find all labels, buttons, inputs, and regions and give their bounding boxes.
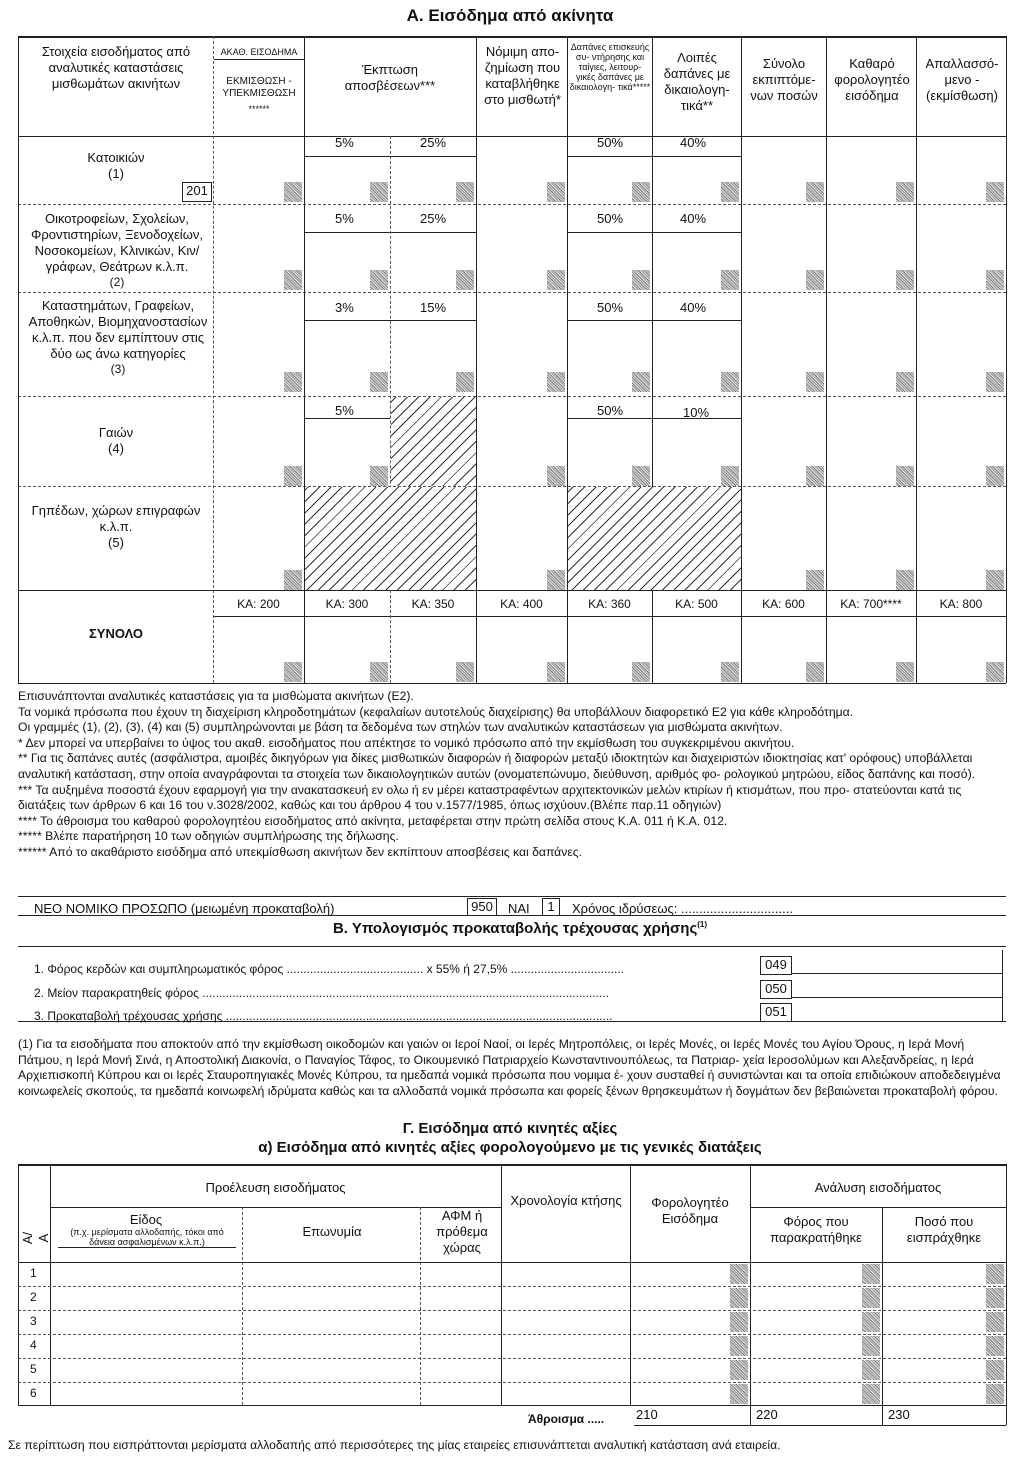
shaded-box (806, 466, 824, 486)
section-c-subtitle: α) Εισόδημα από κινητές αξίες φορολογούμενο με τις γενικές διατάξεις (258, 1139, 762, 1156)
header-total-deductions: Σύνολο εκπιπτόμε- νων ποσών (750, 56, 818, 103)
shaded-box (896, 270, 914, 290)
section-b-title: Β. Υπολογισμός προκαταβολής τρέχουσας χρήσης$^{(1)}$ (332, 920, 708, 937)
c-row-number: 5 (30, 1362, 37, 1376)
col-border (476, 36, 477, 683)
shaded-box (547, 570, 565, 590)
shaded-box (284, 570, 302, 590)
total-label: ΣΥΝΟΛΟ (88, 626, 144, 641)
header-lease: ΕΚΜΙΣΘΩΣΗ - ΥΠΕΚΜΙΣΘΩΣΗ (222, 76, 296, 99)
section-c-title: Γ. Εισόδημα από κινητές αξίες (402, 1120, 618, 1137)
shaded-box (547, 270, 565, 290)
header-bottom-border (18, 136, 1006, 137)
shaded-box (896, 372, 914, 392)
header-other-expenses: Λοιπές δαπάνες με δικαιολογη- τικά** (663, 50, 731, 113)
c-col (420, 1207, 421, 1405)
shaded-box (862, 1336, 880, 1356)
shaded-box (986, 466, 1004, 486)
pct-label: 25% (420, 211, 447, 226)
pct-rule (567, 156, 741, 157)
pct-rule (567, 232, 741, 233)
code-051: 051 (760, 1003, 792, 1022)
pct-rule (304, 320, 476, 321)
header-company-name: Επωνυμία (302, 1224, 362, 1239)
section-b-top-rule (18, 946, 1006, 947)
col-border (741, 36, 742, 683)
shaded-box (632, 466, 650, 486)
total-code: ΚΑ: 400 (500, 597, 543, 611)
total-code: ΚΑ: 700**** (840, 597, 902, 611)
input-rule (792, 973, 1002, 974)
c-col (501, 1164, 502, 1405)
shaded-box (986, 182, 1004, 202)
header-lease-stars: ****** (248, 104, 270, 114)
shaded-box (284, 372, 302, 392)
shaded-box (547, 372, 565, 392)
shaded-box (721, 662, 739, 682)
c-col (1006, 1164, 1007, 1405)
sum-code-220: 220 (756, 1407, 778, 1422)
total-code: ΚΑ: 500 (675, 597, 718, 611)
yes-checkbox[interactable]: 1 (542, 898, 560, 916)
c-table-top (18, 1164, 1006, 1166)
pct-label: 40% (680, 135, 707, 150)
col-border (826, 36, 827, 683)
sum-code-210: 210 (636, 1407, 658, 1422)
row-label-land: Γαιών (4) (98, 425, 134, 456)
shaded-box (730, 1384, 748, 1404)
c-col (882, 1207, 883, 1405)
code-049: 049 (760, 956, 792, 975)
shaded-box (862, 1360, 880, 1380)
pct-label: 10% (683, 405, 710, 420)
total-row-top (18, 590, 1006, 591)
shaded-box (547, 182, 565, 202)
total-code: ΚΑ: 600 (762, 597, 805, 611)
pct-label: 50% (597, 135, 624, 150)
shaded-box (370, 270, 388, 290)
total-code: ΚΑ: 200 (237, 597, 280, 611)
row-divider (18, 292, 1006, 293)
table-bottom-border (18, 683, 1006, 684)
pct-label: 3% (335, 300, 354, 315)
pct-label: 40% (680, 300, 707, 315)
pct-label: 50% (597, 403, 624, 418)
total-code: ΚΑ: 350 (411, 597, 455, 611)
header-compensation: Νόμιμη απο- ζημίωση που καταβλήθηκε στο μισθωτή* (484, 44, 561, 107)
c-col (50, 1164, 51, 1405)
shaded-box (284, 270, 302, 290)
total-code: ΚΑ: 360 (588, 597, 631, 611)
shaded-box (806, 372, 824, 392)
shaded-box (986, 270, 1004, 290)
shaded-box (547, 662, 565, 682)
col-border (916, 36, 917, 683)
entity-top-rule (18, 896, 1006, 897)
section-a-title: Α. Εισόδημα από ακίνητα (406, 6, 614, 25)
hatched-cell (391, 397, 476, 486)
section-c-note: Σε περίπτωση που εισπράττονται μερίσματα αλλοδαπής από περισσότερες της μίας εταιρείες επισυνάπτεται αναλυτική κατάσταση ανά εταιρεία. (8, 1438, 781, 1452)
c-row-number: 4 (30, 1338, 37, 1352)
shaded-box (806, 270, 824, 290)
shaded-box (632, 662, 650, 682)
shaded-box (986, 1264, 1004, 1284)
shaded-box (632, 182, 650, 202)
shaded-box (456, 662, 474, 682)
sum-col (750, 1405, 751, 1425)
c-row-divider (18, 1334, 1006, 1335)
new-entity-label: ΝΕΟ ΝΟΜΙΚΟ ΠΡΟΣΩΠΟ (μειωμένη προκαταβολή) (34, 901, 335, 916)
shaded-box (456, 182, 474, 202)
pct-rule (304, 418, 390, 419)
shaded-box (986, 1288, 1004, 1308)
row-divider (18, 204, 1006, 205)
shaded-box (370, 372, 388, 392)
row-label-plots: Γηπέδων, χώρων επιγραφών κ.λ.π. (5) (31, 503, 201, 550)
shaded-box (284, 182, 302, 202)
pct-label: 25% (420, 135, 447, 150)
row-label-institutions: Οικοτροφείων, Σχολείων, Φροντιστηρίων, Ξενοδοχείων, Νοσοκομείων, Κλινικών, Κιν/γράφων, Θεάτρων κ.λ.π. (2) (31, 211, 203, 289)
sum-col (882, 1405, 883, 1425)
shaded-box (730, 1336, 748, 1356)
code-950: 950 (467, 898, 497, 916)
shaded-box (456, 270, 474, 290)
shaded-box (721, 466, 739, 486)
header-amount-received: Ποσό που εισπράχθηκε (906, 1214, 982, 1245)
header-income-analysis: Ανάλυση εισοδήματος (814, 1180, 942, 1195)
header-exempt: Απαλλασσό- μενο - (εκμίσθωση) (925, 56, 999, 103)
shaded-box (456, 372, 474, 392)
shaded-box (896, 570, 914, 590)
pct-label: 50% (597, 300, 624, 315)
header-taxable-income: Φορολογητέο Εισόδημα (651, 1195, 729, 1226)
col-border (213, 36, 214, 683)
shaded-box (730, 1360, 748, 1380)
row-divider (18, 486, 1006, 487)
shaded-box (730, 1264, 748, 1284)
shaded-box (730, 1288, 748, 1308)
total-code: ΚΑ: 800 (939, 597, 983, 611)
c-row-divider (18, 1310, 1006, 1311)
input-border (1002, 950, 1003, 1021)
row-divider (18, 396, 1006, 397)
shaded-box (632, 270, 650, 290)
header-depreciation: Έκπτωση αποσβέσεων*** (344, 62, 436, 93)
c-row-number: 1 (30, 1266, 37, 1280)
header-kind-sub: (π.χ. μερίσματα αλλοδαπής, τόκοι από δάνεια ασφαλισμένων κ.λ.π.) (58, 1227, 236, 1248)
shaded-box (806, 662, 824, 682)
shaded-box (284, 662, 302, 682)
c-col (750, 1164, 751, 1405)
header-gross-income: ΑΚΑΘ. ΕΙΣΟΔΗΜΑ (214, 47, 304, 60)
code-201: 201 (182, 182, 212, 202)
shaded-box (986, 1336, 1004, 1356)
shaded-box (896, 662, 914, 682)
pct-label: 5% (335, 403, 354, 418)
shaded-box (986, 1360, 1004, 1380)
shaded-box (547, 466, 565, 486)
founded-field[interactable]: Χρόνος ιδρύσεως: ............................... (572, 901, 793, 916)
line-profit-tax: 1. Φόρος κερδών και συμπληρωματικός φόρος ......................................... x 55% ή 27,5% .................................. (34, 962, 624, 976)
c-header-bottom (18, 1262, 1006, 1263)
header-afm: ΑΦΜ ή πρόθεμα χώρας (436, 1208, 488, 1255)
header-tax-withheld: Φόρος που παρακρατήθηκε (770, 1214, 862, 1245)
pct-label: 15% (420, 300, 447, 315)
c-row-divider (18, 1382, 1006, 1383)
c-col (630, 1164, 631, 1405)
shaded-box (862, 1264, 880, 1284)
c-table-bottom (18, 1405, 1006, 1406)
shaded-box (370, 466, 388, 486)
c-row-number: 3 (30, 1314, 37, 1328)
shaded-box (370, 182, 388, 202)
pct-label: 40% (680, 211, 707, 226)
col-border (18, 36, 19, 683)
pct-rule (567, 320, 741, 321)
shaded-box (986, 662, 1004, 682)
col-border (1006, 36, 1007, 683)
shaded-box (632, 372, 650, 392)
pct-rule (304, 156, 476, 157)
shaded-box (986, 1384, 1004, 1404)
c-row-divider (18, 1286, 1006, 1287)
line-withheld-tax: 2. Μείον παρακρατηθείς φόρος .......................................................................................................................... (34, 986, 609, 1000)
row-label-residences: Κατοικιών (1) (87, 150, 145, 181)
shaded-box (284, 466, 302, 486)
c-col (242, 1207, 243, 1405)
shaded-box (806, 182, 824, 202)
header-repair-expenses: Δαπάνες επισκευής συ- ντήρησης και ταίγιες, λειτουρ- γικές δαπάνες με δικαιολογη- τικά***** (569, 42, 651, 92)
shaded-box (862, 1384, 880, 1404)
shaded-box (986, 1312, 1004, 1332)
section-b-footnote: (1) Για τα εισοδήματα που αποκτούν από την εκμίσθωση οικοδομών και γαιών οι Ιεροί Ναοί, οι Ιερές Μητροπόλεις, οι Ιερές Μονές, οι Ιερές Μονές του Αγίου Όρους, η Ιερά Μονή Πάτμου, η Ιερά Μονή Σινά, η Αποστολική Διακονία, ο Παναγίος Τάφος, το Οικουμενικό Πατριαρχείο Κωνσταντινουπόλεως, τα Πατριαρ- χεία Ιεροσολύμων και Αλεξανδρείας, η Ιερά Αρχιεπισκοπή Κύπρου και οι Ιερές Σταυροπηγιακές Μονές Κύπρου, τα ημεδαπά νομικά πρόσωπα που νομιμα έ- χουν συσταθεί ή συνιστώνται και τα οποία επιδιώκουν αποδεδειγμένα κοινωφελείς σκοπούς, τα ημεδαπά κοινωφελή ιδρύματα καθώς και τα αλλοδαπά νομικά πρόσωπα και φορείς ξένων θρησκευμάτων ή δογμάτων δεν βεβαιώνεται προκαταβολή φόρου. (18, 1037, 1001, 1098)
c-row-divider (18, 1358, 1006, 1359)
c-row-number: 2 (30, 1290, 37, 1304)
code-050: 050 (760, 980, 792, 999)
header-income-source: Στοιχεία εισοδήματος από αναλυτικές καταστάσεις μισθωμάτων ακινήτων (41, 44, 191, 91)
sum-label: Άθροισμα ..... (528, 1412, 605, 1426)
input-rule (792, 997, 1002, 998)
shaded-box (896, 466, 914, 486)
shaded-box (986, 570, 1004, 590)
header-acquisition-date: Χρονολογία κτήσης (510, 1193, 622, 1208)
line-prepayment: 3. Προκαταβολή τρέχουσας χρήσης .................................................................................................................... (34, 1009, 613, 1023)
shaded-box (862, 1288, 880, 1308)
header-kind: Είδος (129, 1212, 163, 1227)
yes-label: ΝΑΙ (508, 901, 530, 916)
shaded-box (896, 182, 914, 202)
hatched-cell (305, 487, 476, 590)
row-label-shops: Καταστημάτων, Γραφείων, Αποθηκών, Βιομηχανοστασίων κ.λ.π. που δεν εμπίπτουν στις δύο ως άνω κατηγορίες (3) (28, 298, 208, 376)
total-codes-divider (213, 616, 1006, 617)
sum-rule (634, 1425, 1006, 1426)
shaded-box (721, 270, 739, 290)
shaded-box (721, 182, 739, 202)
pct-rule (567, 418, 741, 419)
pct-label: 50% (597, 211, 624, 226)
total-code: ΚΑ: 300 (325, 597, 369, 611)
shaded-box (370, 662, 388, 682)
pct-label: 5% (335, 211, 354, 226)
header-net-taxable: Καθαρό φορολογητέο εισόδημα (834, 56, 910, 103)
c-analysis-rule (750, 1207, 1006, 1208)
shaded-box (730, 1312, 748, 1332)
c-row-number: 6 (30, 1386, 37, 1400)
hatched-cell (568, 487, 741, 590)
shaded-box (806, 570, 824, 590)
sum-code-230: 230 (888, 1407, 910, 1422)
sum-col (1006, 1405, 1007, 1425)
shaded-box (721, 372, 739, 392)
table-top-border (18, 36, 1006, 38)
header-aa: Α/Α (20, 1231, 51, 1245)
pct-rule (304, 232, 476, 233)
shaded-box (986, 372, 1004, 392)
shaded-box (862, 1312, 880, 1332)
c-col (18, 1164, 19, 1405)
section-a-notes: Επισυνάπτονται αναλυτικές καταστάσεις για τα μισθώματα ακινήτων (Ε2). Τα νομικά πρόσωπα που έχουν τη διαχείριση κληροδοτημάτων (κεφαλαίων αυτοτελούς διαχείρισης) θα υποβάλλουν διαφορετικό Ε2 για κάθε κληροδότημα. Οι γραμμές (1), (2), (3), (4) και (5) συμπληρώνονται με βάση τα δεδομένα των στηλών των αναλυτικών καταστάσεων για μισθώματα ακινήτων. * Δεν μπορεί να υπερβαίνει το ύψος του ακαθ. εισοδήματος που απέκτησε το νομικό πρόσωπο από την εκμίσθωση του συγκεκριμένου ακινήτου. ** Για τις δαπάνες αυτές (ασφάλιστρα, αμοιβές δικηγόρων για δίκες μισθωτικών διαφορών ή διαφορών μεταξύ ιδιοκτητών και διαχειριστών ιδιοκτησίας κατ' ορόφους) υποβάλλεται αναλυτική κατάσταση, στην οποία αναγράφονται τα στοιχεία των δικαιολογητικών αυτών (ονοματεπώνυμο, διεύθυνση, αριθμός φο- ρολογικού μητρώου, είδος δαπάνης και ποσό). *** Τα αυξημένα ποσοστά έχουν εφαρμογή για την ανακατασκευή εν ολω ή εν μέρει καταστραφέντων αρχιτεκτονικών μελών κτιρίων ή κτισμάτων, που προ- στατεύονται κατά τις διατάξεις των άρθρων 6 και 16 του ν.3028/2002, καθώς και του άρθρου 4 του ν.1577/1985, όπως ισχύουν.(Βλέπε παρ.11 οδηγιών) **** Το άθροισμα του καθαρού φορολογητέου εισοδήματος από ακίνητα, μεταφέρεται στην πρώτη σελίδα στους Κ.Α. 011 ή Κ.Α. 012. ***** Βλέπε παρατήρηση 10 των οδηγιών συμπλήρωσης της δήλωσης. ****** Από το ακαθάριστο εισόδημα από υπεκμίσθωση ακινήτων δεν εκπίπτουν αποσβέσεις και δαπάνες. (18, 689, 976, 859)
header-income-origin: Προέλευση εισοδήματος (205, 1180, 346, 1195)
pct-label: 5% (335, 135, 354, 150)
